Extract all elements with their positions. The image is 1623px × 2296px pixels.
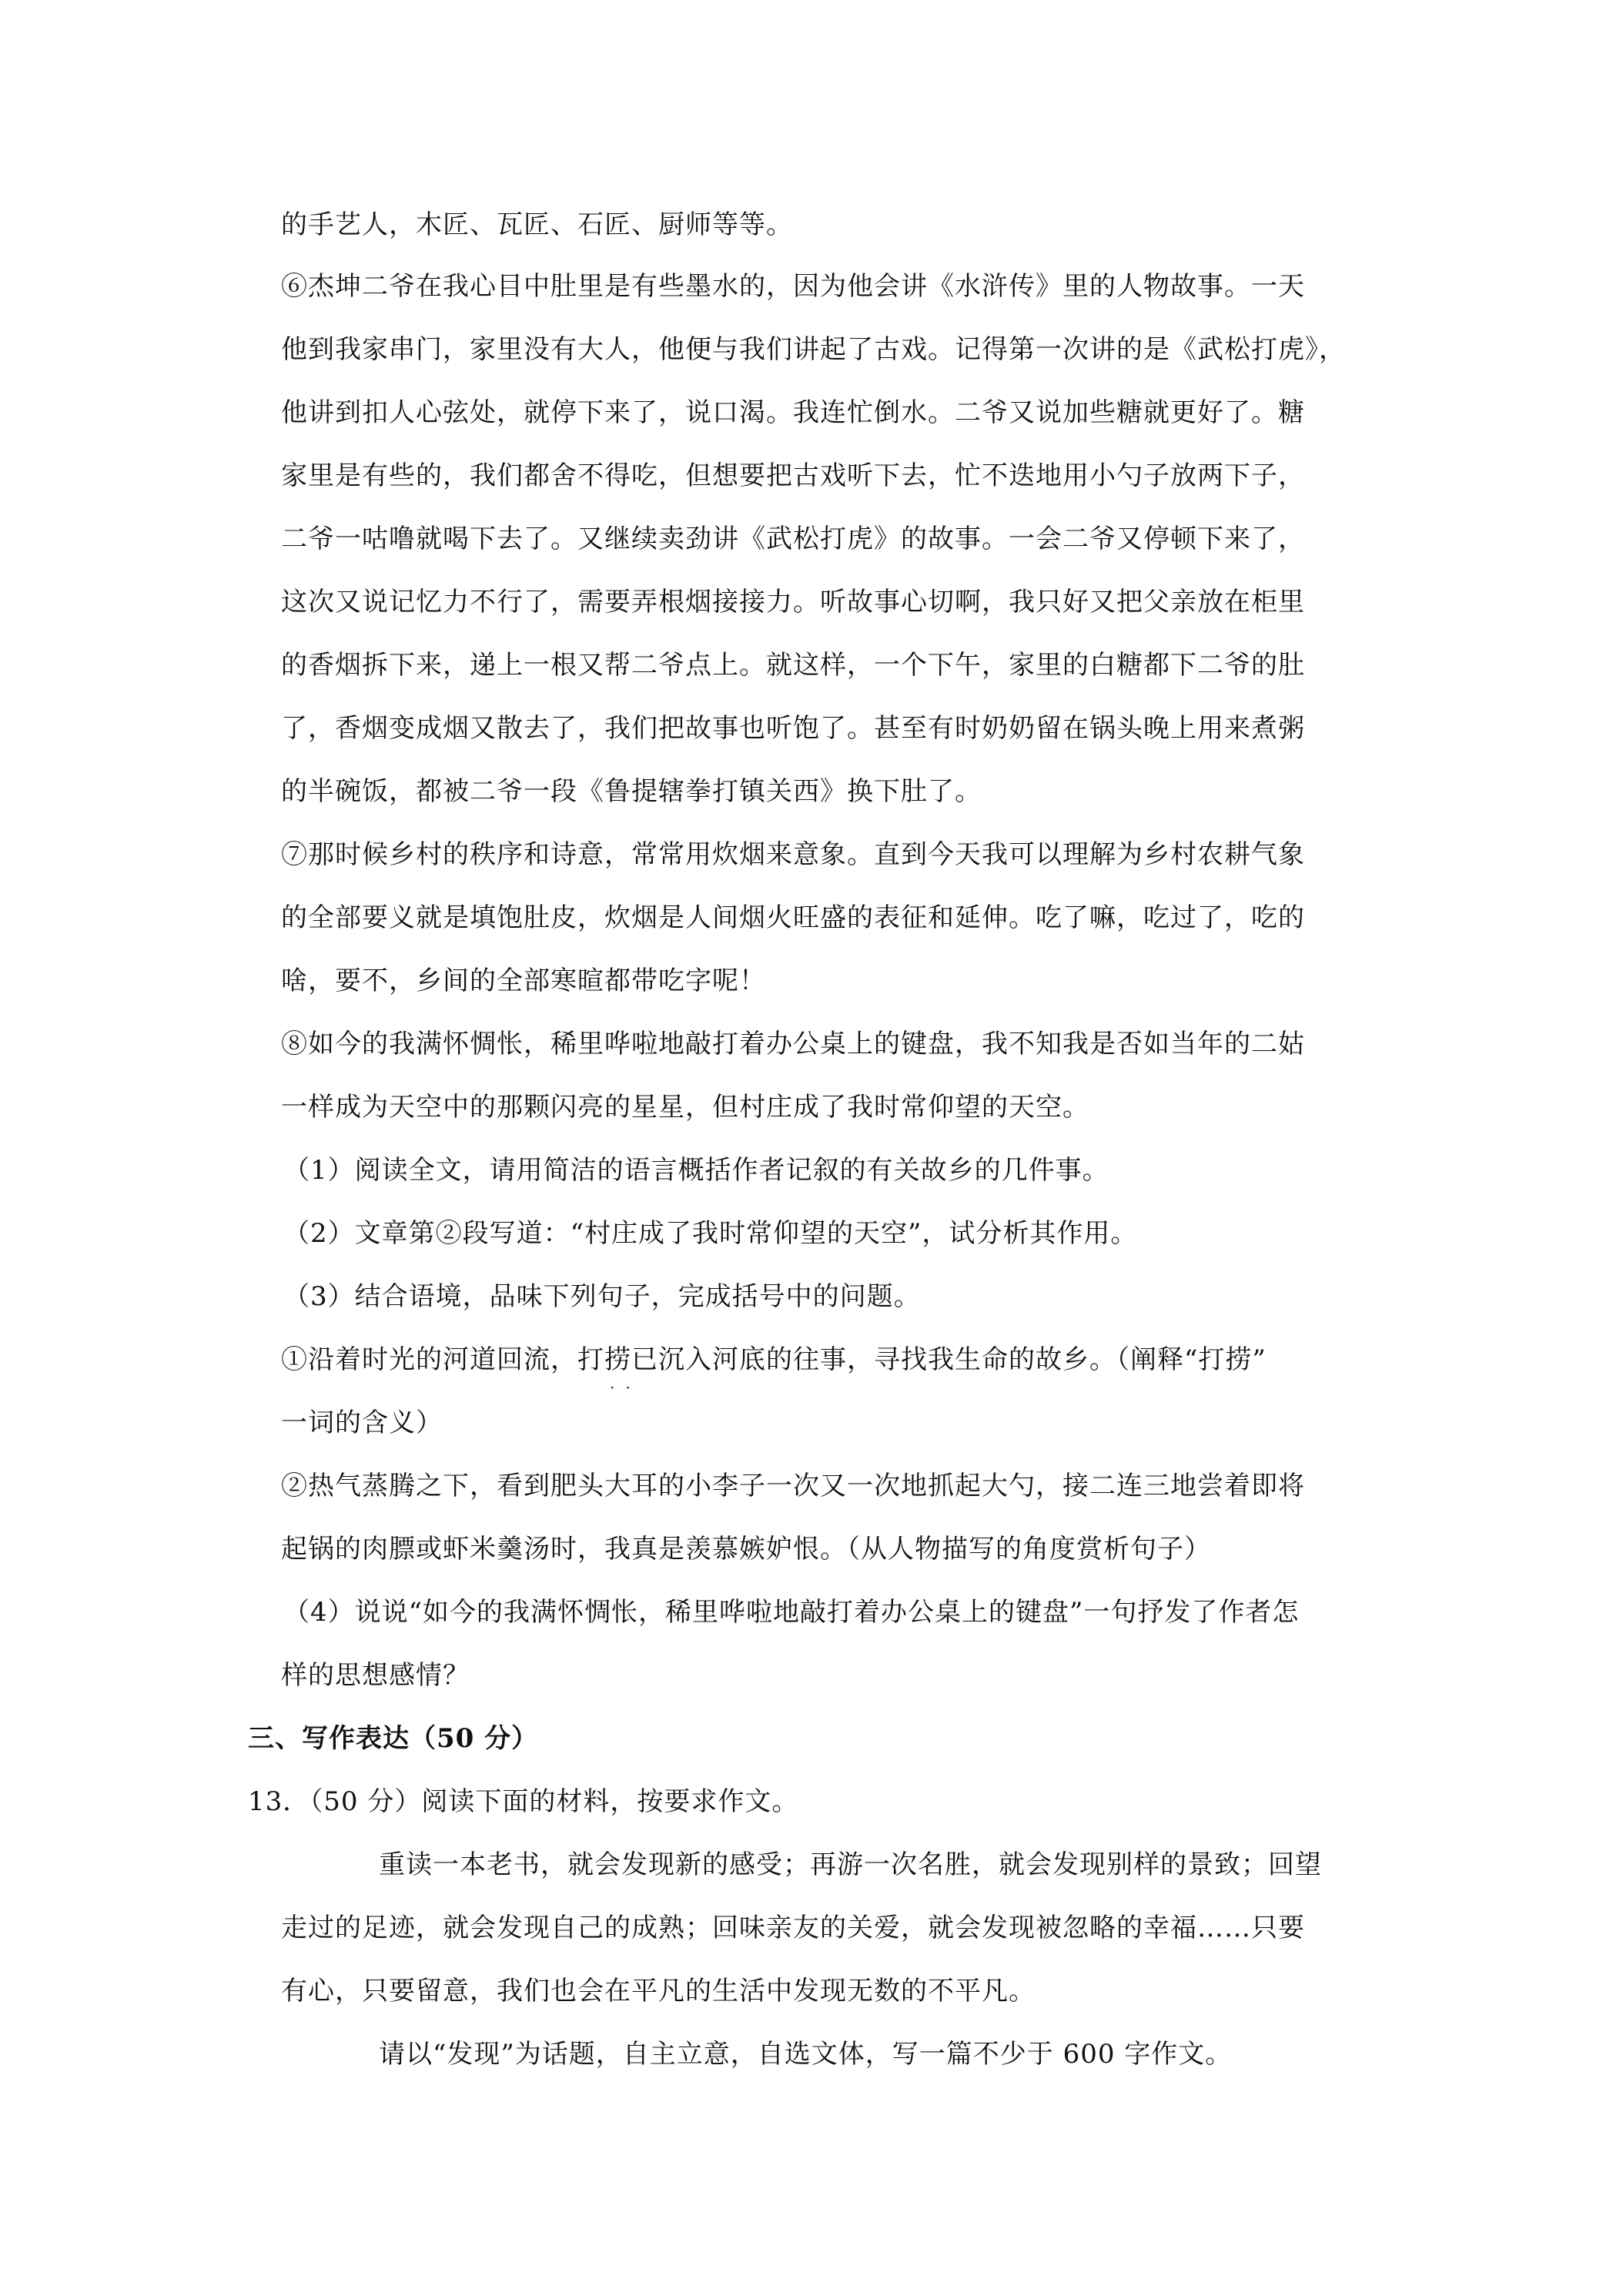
question-1: （1）阅读全文，请用简洁的语言概括作者记叙的有关故乡的几件事。 bbox=[283, 1155, 1109, 1186]
question-13: 13．（50 分）阅读下面的材料，按要求作文。 bbox=[248, 1786, 799, 1817]
article-paragraph-6-line: 的香烟拆下来，递上一根又帮二爷点上。就这样，一个下午，家里的白糖都下二爷的肚 bbox=[281, 650, 1305, 681]
article-paragraph-7-line: ⑦那时候乡村的秩序和诗意，常常用炊烟来意象。直到今天我可以理解为乡村农耕气象 bbox=[281, 839, 1305, 870]
article-paragraph-8-line: 一样成为天空中的那颗闪亮的星星，但村庄成了我时常仰望的天空。 bbox=[281, 1092, 1089, 1123]
article-paragraph-6-line: 家里是有些的，我们都舍不得吃，但想要把古戏听下去，忙不迭地用小勺子放两下子， bbox=[281, 460, 1305, 491]
emphasis-dots: ·· bbox=[610, 1378, 641, 1397]
article-paragraph-7-line: 啥，要不，乡间的全部寒暄都带吃字呢！ bbox=[281, 966, 766, 996]
article-paragraph-5-tail: 的手艺人，木匠、瓦匠、石匠、厨师等等。 bbox=[281, 209, 793, 240]
writing-material-line: 走过的足迹，就会发现自己的成熟；回味亲友的关爱，就会发现被忽略的幸福……只要 bbox=[281, 1913, 1305, 1943]
question-4-line: （4）说说“如今的我满怀惆怅，稀里哗啦地敲打着办公桌上的键盘”一句抒发了作者怎 bbox=[283, 1597, 1300, 1628]
article-paragraph-8-line: ⑧如今的我满怀惆怅，稀里哗啦地敲打着办公桌上的键盘，我不知我是否如当年的二姑 bbox=[281, 1029, 1305, 1059]
question-2: （2）文章第②段写道：“村庄成了我时常仰望的天空”，试分析其作用。 bbox=[283, 1218, 1138, 1249]
writing-prompt: 请以“发现”为话题，自主立意，自选文体，写一篇不少于 600 字作文。 bbox=[379, 2039, 1233, 2070]
article-paragraph-6-line: 了，香烟变成烟又散去了，我们把故事也听饱了。甚至有时奶奶留在锅头晚上用来煮粥 bbox=[281, 713, 1305, 744]
question-4-line: 样的思想感情？ bbox=[281, 1660, 470, 1691]
section-heading: 三、写作表达（50 分） bbox=[248, 1723, 539, 1754]
question-3-sentence-2-line: ②热气蒸腾之下，看到肥头大耳的小李子一次又一次地抓起大勺，接二连三地尝着即将 bbox=[281, 1471, 1305, 1501]
article-paragraph-6-line: 他到我家串门，家里没有大人，他便与我们讲起了古戏。记得第一次讲的是《武松打虎》， bbox=[281, 334, 1346, 365]
article-paragraph-6-line: ⑥杰坤二爷在我心目中肚里是有些墨水的，因为他会讲《水浒传》里的人物故事。一天 bbox=[281, 271, 1305, 302]
article-paragraph-6-line: 二爷一咕噜就喝下去了。又继续卖劲讲《武松打虎》的故事。一会二爷又停顿下来了， bbox=[281, 524, 1305, 554]
article-paragraph-7-line: 的全部要义就是填饱肚皮，炊烟是人间烟火旺盛的表征和延伸。吃了嘛，吃过了，吃的 bbox=[281, 902, 1305, 933]
article-paragraph-6-line: 的半碗饭，都被二爷一段《鲁提辖拳打镇关西》换下肚了。 bbox=[281, 776, 982, 807]
article-paragraph-6-line: 这次又说记忆力不行了，需要弄根烟接接力。听故事心切啊，我只好又把父亲放在柜里 bbox=[281, 587, 1305, 618]
article-paragraph-6-line: 他讲到扣人心弦处，就停下来了，说口渴。我连忙倒水。二爷又说加些糖就更好了。糖 bbox=[281, 397, 1305, 428]
question-3-sentence-2-line: 起锅的肉膘或虾米羹汤时，我真是羡慕嫉妒恨。（从人物描写的角度赏析句子） bbox=[281, 1534, 1211, 1565]
question-3: （3）结合语境，品味下列句子，完成括号中的问题。 bbox=[283, 1281, 921, 1312]
question-3-sentence-1-line: 一词的含义） bbox=[281, 1407, 443, 1438]
question-3-sentence-1-line: ①沿着时光的河道回流，打捞已沉入河底的往事，寻找我生命的故乡。（阐释“打捞” bbox=[281, 1344, 1267, 1375]
writing-material-line: 重读一本老书，就会发现新的感受；再游一次名胜，就会发现别样的景致；回望 bbox=[379, 1849, 1322, 1880]
writing-material-line: 有心，只要留意，我们也会在平凡的生活中发现无数的不平凡。 bbox=[281, 1976, 1036, 2006]
